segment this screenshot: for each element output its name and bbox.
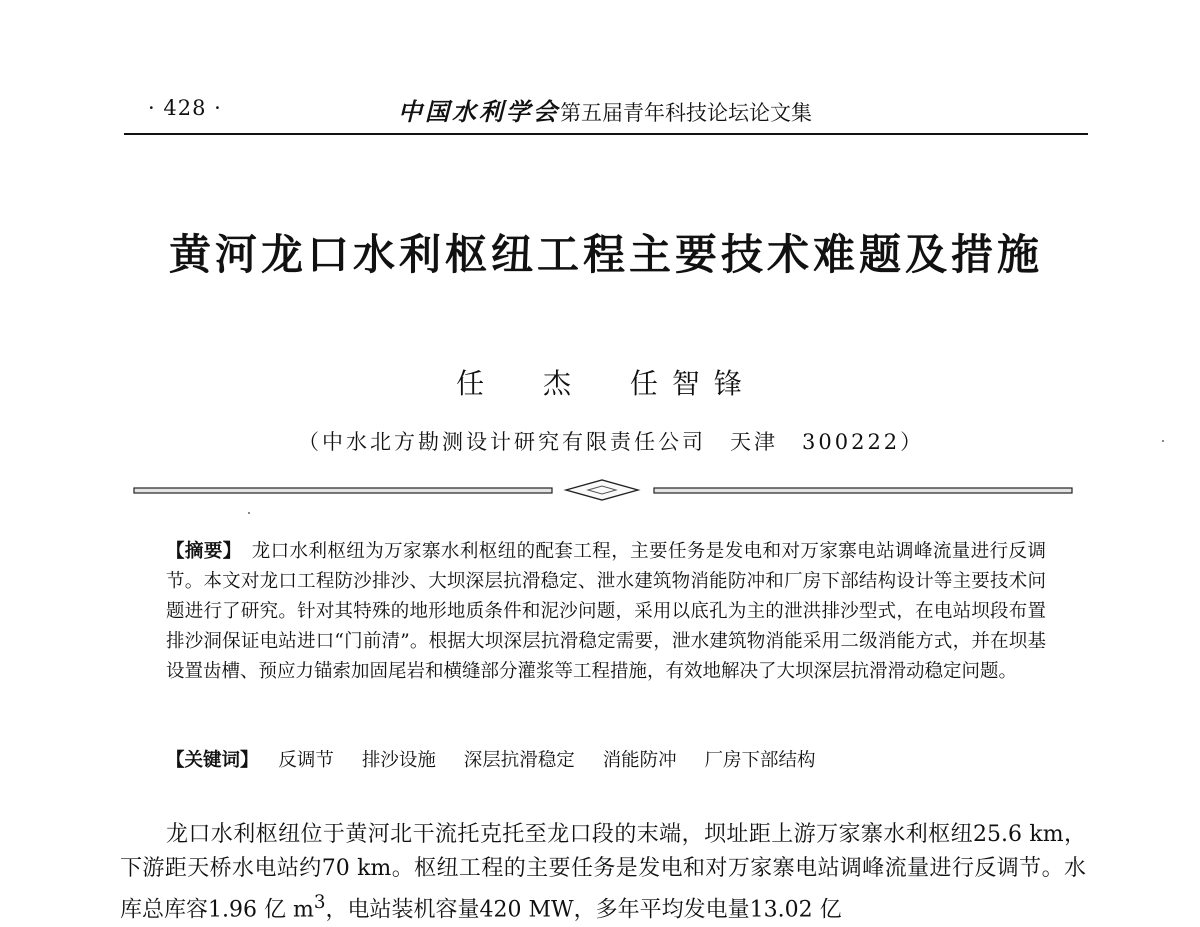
scan-speck <box>248 512 250 514</box>
running-head <box>398 92 812 127</box>
keywords-label: 【关键词】 <box>166 750 259 771</box>
keyword: 深层抗滑稳定 <box>463 750 575 771</box>
abstract <box>166 537 1046 687</box>
keyword: 消能防冲 <box>602 750 677 771</box>
keyword: 排沙设施 <box>361 750 436 771</box>
keywords <box>166 746 1046 772</box>
author-2: 任智锋 <box>629 367 756 400</box>
paper-title: 黄河龙口水利枢纽工程主要技术难题及措施 <box>168 230 1043 279</box>
header-rule <box>124 133 1088 135</box>
body-paragraph <box>120 818 1086 927</box>
proceedings-title: 第五届青年科技论坛论文集 <box>560 101 812 125</box>
author-1: 任 杰 <box>456 367 585 400</box>
society-name: 中国水利学会 <box>398 98 560 126</box>
page-number: · 428 · <box>148 96 222 120</box>
keyword: 反调节 <box>278 750 334 771</box>
abstract-text: 龙口水利枢纽为万家寨水利枢纽的配套工程，主要任务是发电和对万家寨电站调峰流量进行反调节。本文对龙口工程防沙排沙、大坝深层抗滑稳定、泄水建筑物消能防冲和厂房下部结构设计等主要技术问题进行了研究。针对其特殊的地形地质条件和泥沙问题，采用以底孔为主的泄洪排沙型式，在电站坝段布置排沙洞保证电站进口“门前清”。根据大坝深层抗滑稳定需要，泄水建筑物消能采用二级消能方式，并在坝基设置齿槽、预应力锚索加固尾岩和横缝部分灌浆等工程措施，有效地解决了大坝深层抗滑滑动稳定问题。 <box>166 541 1046 682</box>
body-text-part-2: ，电站装机容量420 MW，多年平均发电量13.02 亿 <box>325 897 842 923</box>
scan-speck <box>1162 440 1164 442</box>
title-ornament-divider <box>130 478 1076 502</box>
body-text-part-1: 龙口水利枢纽位于黄河北干流托克托至龙口段的末端，坝址距上游万家寨水利枢纽25.6 km，下游距天桥水电站约70 km。枢纽工程的主要任务是发电和对万家寨电站调峰流量进行反调节。水库总库容1.96 亿 m <box>120 822 1086 923</box>
authors <box>0 362 1200 402</box>
abstract-label: 【摘要】 <box>166 541 242 562</box>
affiliation: （中水北方勘测设计研究有限责任公司 天津 300222） <box>298 430 925 454</box>
keyword: 厂房下部结构 <box>704 750 816 771</box>
superscript-exponent: 3 <box>313 892 326 913</box>
